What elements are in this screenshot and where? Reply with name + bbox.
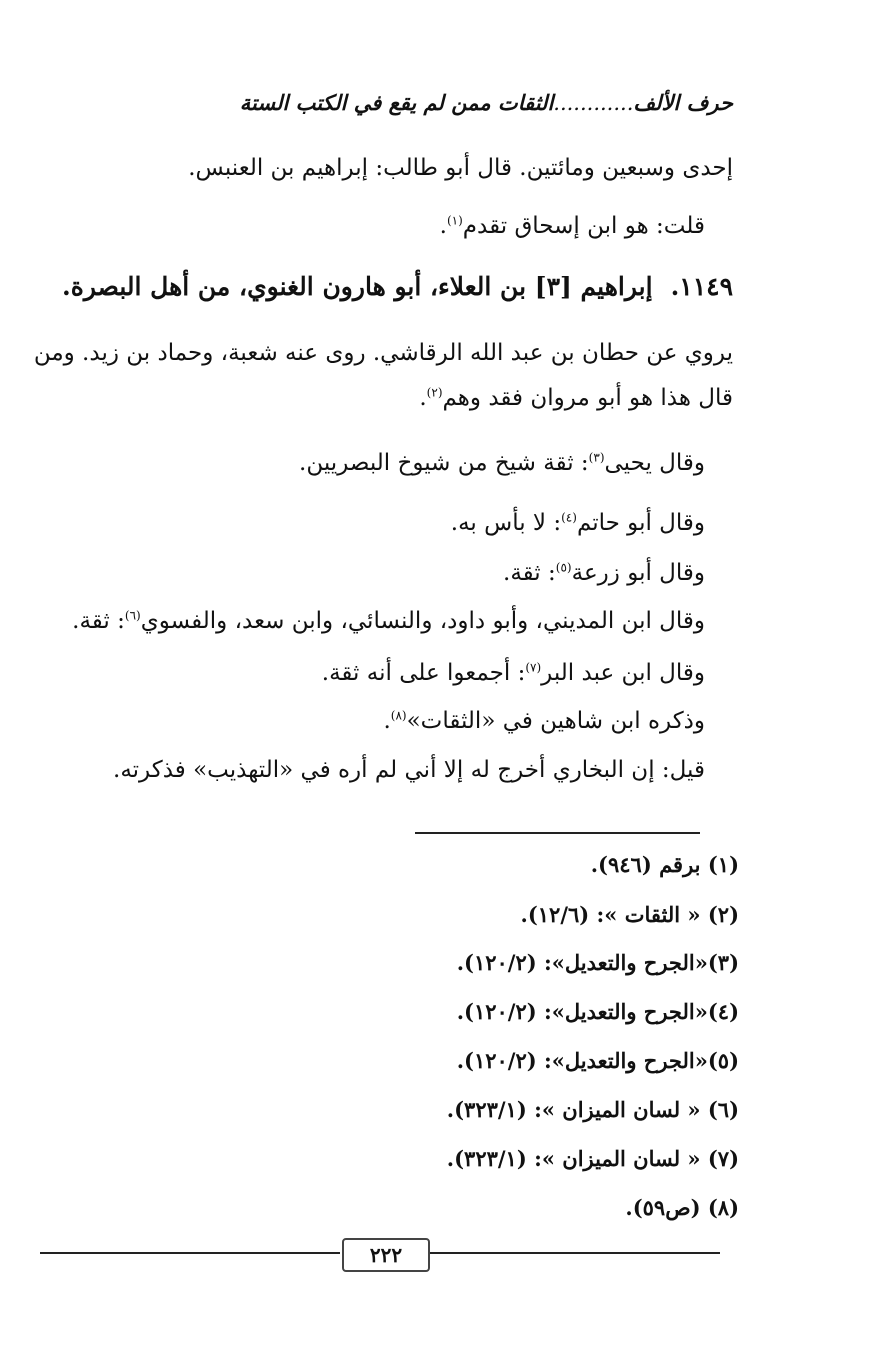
body-line [419,385,733,411]
footnote: (١) برقم (٩٤٦). [590,852,739,877]
footnote-ref: (٦) [124,608,141,623]
footnote-divider [415,832,700,834]
line-text: وقال ابن المديني، وأبو داود، والنسائي، وابن سعد، والفسوي [140,608,705,634]
footnote: (٤)«الجرح والتعديل»: (١٢٠/٢). [456,999,739,1024]
body-line [451,510,705,536]
body-line [440,213,705,239]
line-text: : ثقة شيخ من شيوخ البصريين. [299,450,589,476]
running-header [83,90,733,115]
line-text: وقال ابن عبد البر [541,660,705,686]
footer-rule-left [40,1252,340,1254]
line-text: وقال يحيى [604,450,705,476]
body-line [503,560,705,586]
body-line [34,340,733,366]
footnote: (٢) « الثقات »: (١٢/٦). [520,902,739,927]
line-text: : أجمعوا على أنه ثقة. [321,660,526,686]
body-line [383,708,705,734]
line-text: قيل: إن البخاري أخرج له إلا أني لم أره في «التهذيب» فذكرته. [113,757,705,783]
header-section: حرف الألف [633,90,733,115]
line-text: : ثقة. [503,560,556,586]
body-line [299,450,705,476]
footnote: (٦) « لسان الميزان »: (٣٢٣/١). [446,1097,739,1122]
entry-title: إبراهيم [٣] بن العلاء، أبو هارون الغنوي، من أهل البصرة. [62,272,653,301]
line-text: . [383,708,391,734]
header-book-title: الثقات ممن لم يقع في الكتب الستة [239,90,554,115]
line-text: . [439,213,447,239]
body-line [188,155,733,181]
footnote-ref: (٤) [561,510,577,525]
footnote-ref: (٥) [555,560,572,575]
footnote: (٣)«الجرح والتعديل»: (١٢٠/٢). [456,950,739,975]
footnote: (٥)«الجرح والتعديل»: (١٢٠/٢). [456,1048,739,1073]
footnote: (٨) (ص٥٩). [625,1195,739,1220]
line-text: . [419,385,427,411]
entry-number: ١١٤٩. [670,272,733,301]
line-text: : لا بأس به. [450,510,562,536]
footnote: (٧) « لسان الميزان »: (٣٢٣/١). [446,1146,739,1171]
footnote-ref: (١) [446,213,463,228]
line-text: قال هذا هو أبو مروان فقد وهم [442,385,733,411]
footnote-ref: (٢) [426,385,443,400]
line-text: وقال أبو زرعة [571,560,705,586]
entry-heading [62,272,733,301]
footnote-ref: (٨) [390,708,407,723]
line-text: إحدى وسبعين ومائتين. قال أبو طالب: إبراهيم بن العنبس. [188,155,733,181]
line-text: يروي عن حطان بن عبد الله الرقاشي. روى عنه شعبة، وحماد بن زيد. ومن [33,340,733,366]
line-text: وذكره ابن شاهين في «الثقات» [406,708,705,734]
line-text: قلت: هو ابن إسحاق تقدم [462,213,705,239]
footnote-ref: (٧) [525,660,542,675]
line-text: : ثقة. [72,608,125,634]
body-line [322,660,705,686]
body-line [72,608,705,634]
body-line [113,757,705,783]
footnote-ref: (٣) [588,450,605,465]
footer-rule-right [428,1252,720,1254]
page-number: ٢٢٢ [342,1238,430,1272]
line-text: وقال أبو حاتم [576,510,705,536]
header-separator: ............ [553,91,634,115]
